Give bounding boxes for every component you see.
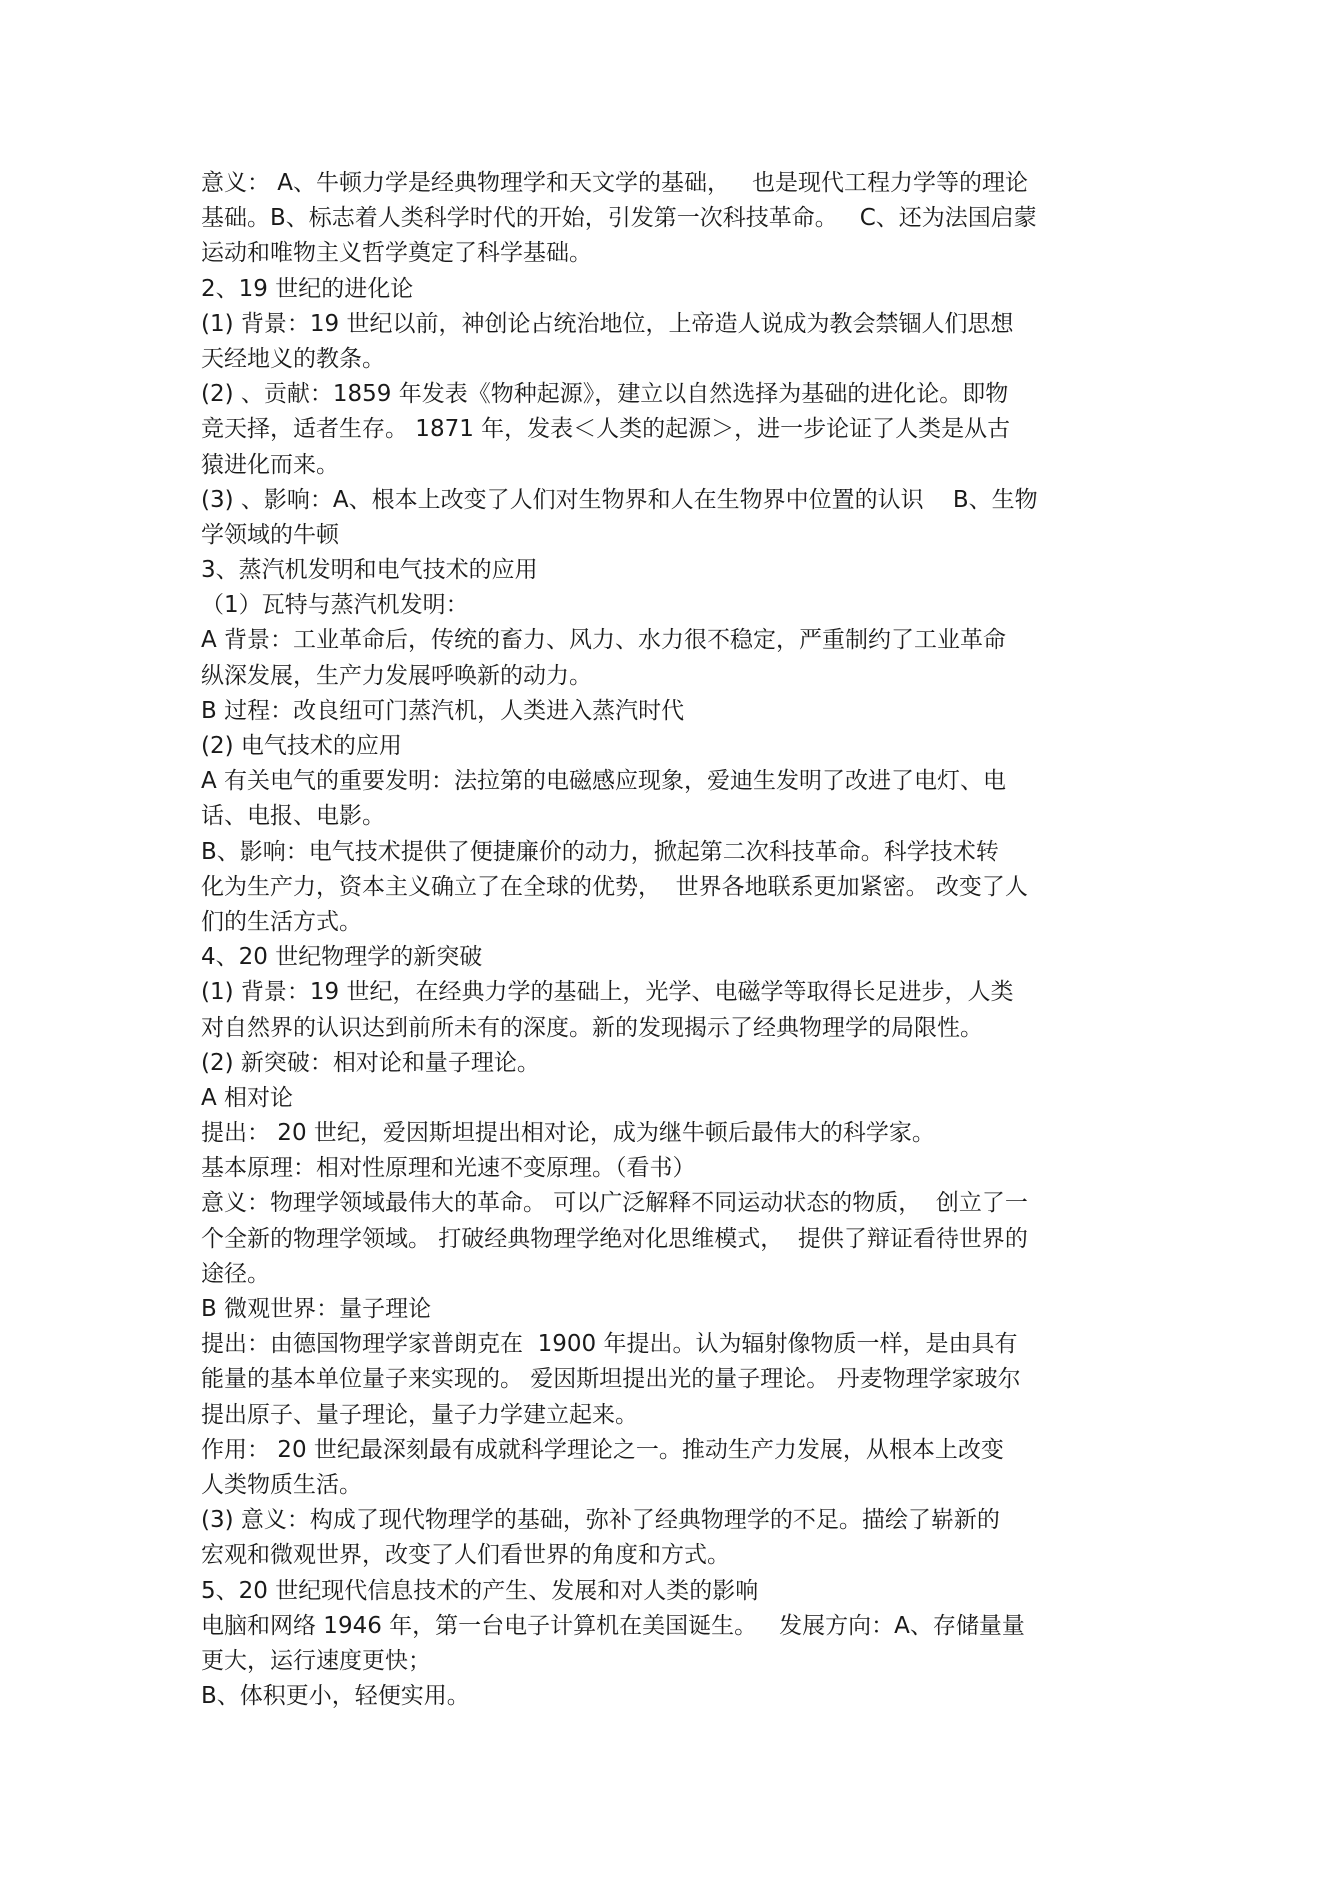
subsection-heading: (2) 电气技术的应用 — [201, 733, 402, 759]
text-line: 提出原子、量子理论，量子力学建立起来。 — [201, 1401, 638, 1428]
subsection-heading: （1）瓦特与蒸汽机发明： — [201, 592, 469, 619]
document-page — [201, 166, 1141, 1714]
text-line: B、体积更小，轻便实用。 — [201, 1683, 470, 1710]
text-line: 更大，运行速度更快； — [201, 1647, 431, 1674]
text-line: A 有关电气的重要发明：法拉第的电磁感应现象，爱迪生发明了改进了电灯、电 — [201, 768, 1007, 795]
text-line: 提出： 20 世纪，爱因斯坦提出相对论，成为继牛顿后最伟大的科学家。 — [201, 1120, 935, 1147]
subsection-heading: (2) 新突破：相对论和量子理论。 — [201, 1049, 540, 1076]
subsection-heading: A 相对论 — [201, 1084, 294, 1111]
text-line: 天经地义的教条。 — [201, 345, 385, 372]
text-line: 学领域的牛顿 — [201, 521, 339, 548]
text-line: 能量的基本单位量子来实现的。 爱因斯坦提出光的量子理论。 丹麦物理学家玻尔 — [201, 1366, 1021, 1393]
text-line: 意义： A、牛顿力学是经典物理学和天文学的基础， 也是现代工程力学等的理论 — [201, 170, 1028, 196]
text-line: 猿进化而来。 — [201, 451, 339, 478]
text-line: 运动和唯物主义哲学奠定了科学基础。 — [201, 240, 592, 267]
text-line: 们的生活方式。 — [201, 908, 362, 935]
text-line: (3) 意义：构成了现代物理学的基础，弥补了经典物理学的不足。描绘了崭新的 — [201, 1507, 1000, 1534]
text-line: 途径。 — [201, 1260, 270, 1287]
text-line: 基本原理：相对性原理和光速不变原理。（看书） — [201, 1155, 696, 1182]
text-line: 竞天择，适者生存。 1871 年，发表＜人类的起源＞，进一步论证了人类是从古 — [201, 416, 1011, 443]
subsection-heading: B 微观世界：量子理论 — [201, 1296, 432, 1322]
text-line: (1) 背景：19 世纪以前，神创论占统治地位，上帝造人说成为教会禁锢人们思想 — [201, 310, 1014, 337]
text-line: (3) 、影响：A、根本上改变了人们对生物界和人在生物界中位置的认识 B、生物 — [201, 486, 1038, 513]
text-line: (1) 背景：19 世纪，在经典力学的基础上，光学、电磁学等取得长足进步，人类 — [201, 979, 1014, 1006]
text-line: B 过程：改良纽可门蒸汽机，人类进入蒸汽时代 — [201, 697, 685, 724]
text-line: 电脑和网络 1946 年，第一台电子计算机在美国诞生。 发展方向：A、存储量量 — [201, 1612, 1025, 1639]
text-line: 纵深发展，生产力发展呼唤新的动力。 — [201, 662, 592, 689]
text-line: 人类物质生活。 — [201, 1471, 362, 1498]
text-line: (2) 、贡献：1859 年发表《物种起源》，建立以自然选择为基础的进化论。即物 — [201, 381, 1009, 408]
section-heading: 4、20 世纪物理学的新突破 — [201, 944, 483, 971]
text-line: B、影响：电气技术提供了便捷廉价的动力，掀起第二次科技革命。科学技术转 — [201, 838, 999, 865]
text-line: 作用： 20 世纪最深刻最有成就科学理论之一。推动生产力发展，从根本上改变 — [201, 1436, 1004, 1463]
text-line: 意义：物理学领域最伟大的革命。 可以广泛解释不同运动状态的物质， 创立了一 — [201, 1190, 1028, 1217]
text-line: 基础。B、标志着人类科学时代的开始，引发第一次科技革命。 C、还为法国启蒙 — [201, 205, 1037, 232]
section-heading: 5、20 世纪现代信息技术的产生、发展和对人类的影响 — [201, 1577, 759, 1604]
text-line: 宏观和微观世界，改变了人们看世界的角度和方式。 — [201, 1542, 730, 1569]
text-line: 话、电报、电影。 — [201, 803, 385, 830]
text-line: 对自然界的认识达到前所未有的深度。新的发现揭示了经典物理学的局限性。 — [201, 1014, 983, 1041]
text-line: 个全新的物理学领域。 打破经典物理学绝对化思维模式， 提供了辩证看待世界的 — [201, 1225, 1028, 1252]
text-line: 提出：由德国物理学家普朗克在 1900 年提出。认为辐射像物质一样，是由具有 — [201, 1331, 1018, 1358]
text-line: A 背景：工业革命后，传统的畜力、风力、水力很不稳定，严重制约了工业革命 — [201, 627, 1007, 654]
section-heading: 2、19 世纪的进化论 — [201, 275, 414, 302]
section-heading: 3、蒸汽机发明和电气技术的应用 — [201, 557, 538, 584]
text-line: 化为生产力，资本主义确立了在全球的优势， 世界各地联系更加紧密。 改变了人 — [201, 873, 1028, 900]
